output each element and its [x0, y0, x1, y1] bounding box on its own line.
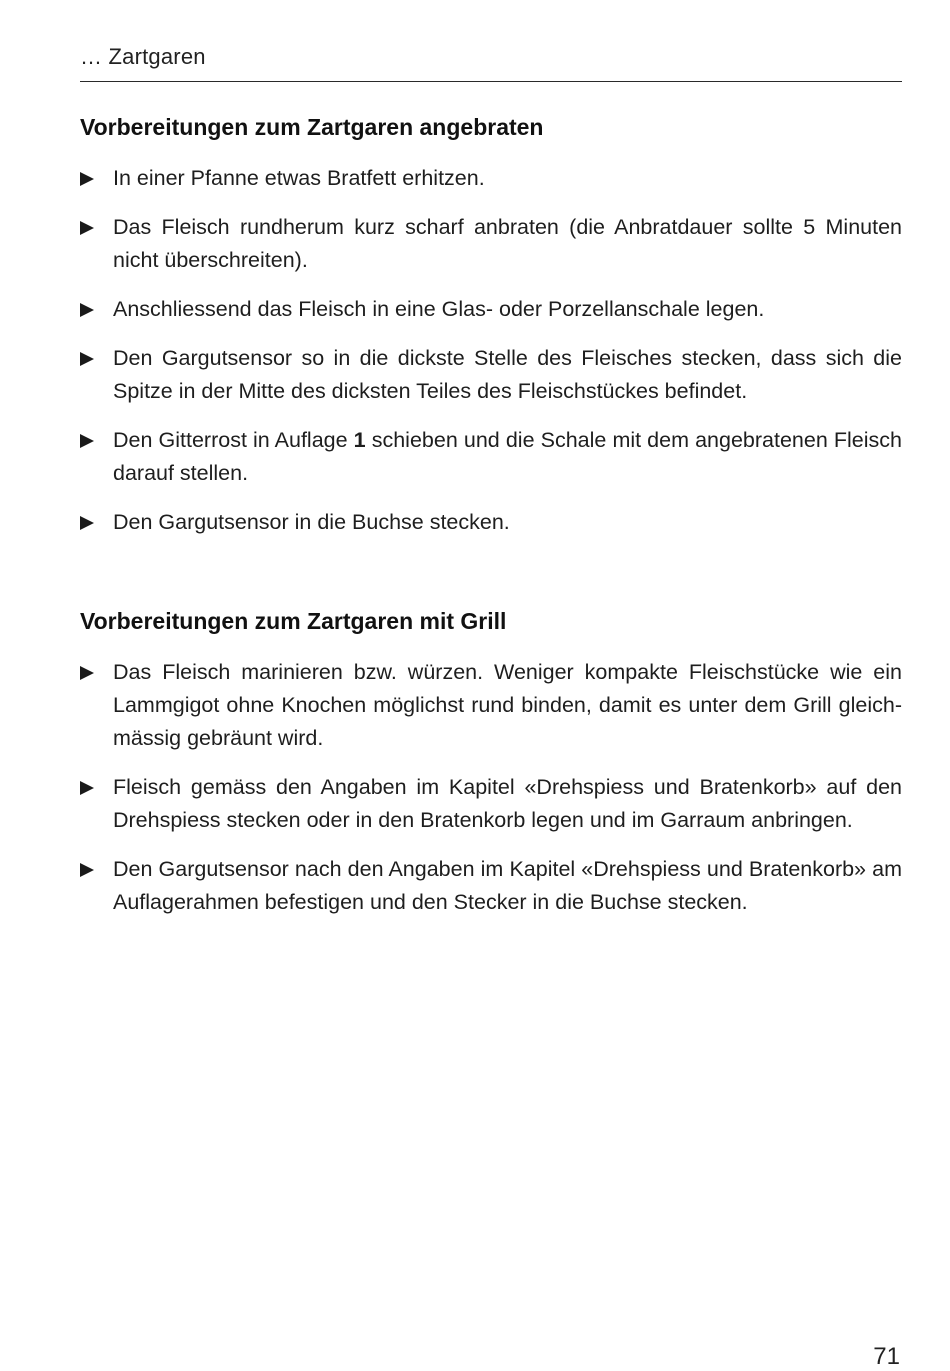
section-title: Vorbereitungen zum Zartgaren angebraten — [80, 114, 544, 140]
step-text-before: Den Gitterrost in Auflage — [113, 428, 354, 452]
section-angebraten — [80, 112, 902, 555]
list-item — [80, 342, 902, 408]
step-text-after: schieben und die Schale mit dem angebratenen Fleisch darauf stellen. — [113, 428, 902, 485]
list-item — [80, 656, 902, 755]
list-item — [80, 506, 902, 539]
arrow-bullet-icon — [80, 221, 94, 235]
step-text: Anschliessend das Fleisch in eine Glas- oder Porzellanschale legen. — [113, 297, 765, 321]
shelf-position-number: 1 — [353, 428, 366, 452]
arrow-bullet-icon — [80, 434, 94, 448]
section-grill — [80, 606, 902, 935]
list-item — [80, 293, 902, 326]
arrow-bullet-icon — [80, 352, 94, 366]
arrow-bullet-icon — [80, 303, 94, 317]
step-list — [80, 656, 902, 919]
step-text: Den Gargutsensor in die Buchse stecken. — [113, 510, 510, 534]
step-text: Das Fleisch rundherum kurz scharf anbraten (die Anbratdauer sollte 5 Minuten nicht überschreiten). — [113, 215, 902, 272]
list-item — [80, 162, 902, 195]
step-text: Das Fleisch marinieren bzw. würzen. Weniger kompakte Fleischstücke wie ein Lammgigot ohne Knochen möglichst rund binden, damit es unter dem Grill gleichmässig gebräunt wird. — [113, 660, 902, 750]
step-list — [80, 162, 902, 539]
step-text: Den Gargutsensor nach den Angaben im Kapitel «Drehspiess und Bratenkorb» am Auflagerahmen befestigen und den Stecker in die Buchse stecken. — [113, 857, 902, 914]
page-number: 71 — [873, 1343, 900, 1370]
running-header: … Zartgaren — [80, 44, 206, 69]
step-text: In einer Pfanne etwas Bratfett erhitzen. — [113, 166, 485, 190]
arrow-bullet-icon — [80, 172, 94, 186]
list-item — [80, 771, 902, 837]
arrow-bullet-icon — [80, 863, 94, 877]
header-divider — [80, 81, 902, 82]
section-title: Vorbereitungen zum Zartgaren mit Grill — [80, 608, 507, 634]
arrow-bullet-icon — [80, 516, 94, 530]
arrow-bullet-icon — [80, 781, 94, 795]
arrow-bullet-icon — [80, 666, 94, 680]
list-item — [80, 853, 902, 919]
step-text: Fleisch gemäss den Angaben im Kapitel «Drehspiess und Bratenkorb» auf den Drehspiess stecken oder in den Bratenkorb legen und im Garraum anbringen. — [113, 775, 902, 832]
step-text: Den Gargutsensor so in die dickste Stelle des Fleisches stecken, dass sich die Spitze in der Mitte des dicksten Teiles des Fleischstückes befindet. — [113, 346, 902, 403]
list-item — [80, 424, 902, 490]
list-item — [80, 211, 902, 277]
